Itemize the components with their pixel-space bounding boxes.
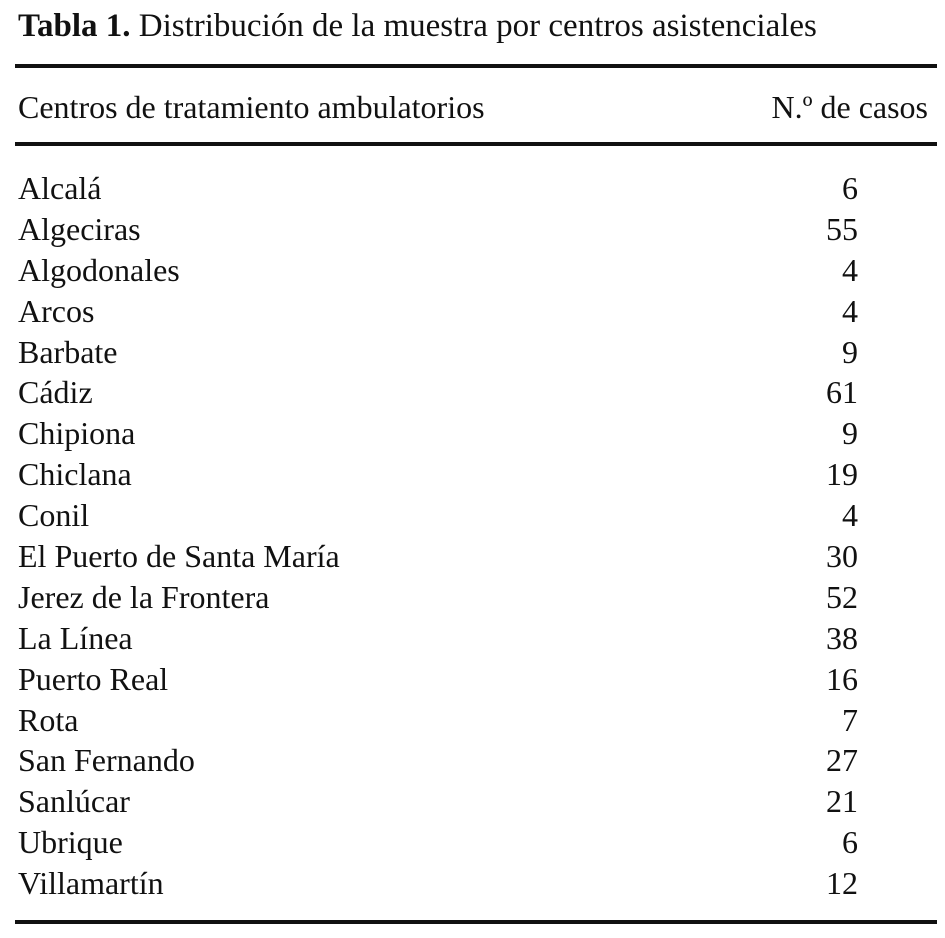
row-center-name: Chipiona xyxy=(18,415,136,452)
row-case-count: 27 xyxy=(826,742,858,779)
row-center-name: Cádiz xyxy=(18,374,93,411)
row-center-name: Arcos xyxy=(18,292,95,329)
row-center-name: Chiclana xyxy=(18,456,132,493)
row-case-count: 4 xyxy=(842,497,858,534)
row-case-count: 61 xyxy=(826,374,858,411)
table-row xyxy=(18,332,858,373)
row-case-count: 52 xyxy=(826,578,858,615)
row-center-name: Sanlúcar xyxy=(18,783,130,820)
header-cases: N.º de casos xyxy=(771,89,928,125)
table-row xyxy=(18,536,858,577)
table-row xyxy=(18,209,858,250)
table-bottom-rule xyxy=(15,920,937,924)
row-center-name: Villamartín xyxy=(18,865,164,902)
row-center-name: Jerez de la Frontera xyxy=(18,578,270,615)
row-case-count: 9 xyxy=(842,333,858,370)
row-center-name: Barbate xyxy=(18,333,118,370)
row-center-name: Puerto Real xyxy=(18,660,169,697)
row-center-name: Alcalá xyxy=(18,170,102,206)
row-case-count: 6 xyxy=(842,170,858,206)
table-row xyxy=(18,577,858,618)
table-row xyxy=(18,740,858,781)
row-case-count: 4 xyxy=(842,251,858,288)
row-case-count: 7 xyxy=(842,701,858,738)
table-row xyxy=(18,454,858,495)
table-row xyxy=(18,250,858,291)
row-center-name: Ubrique xyxy=(18,824,123,861)
row-center-name: Rota xyxy=(18,701,79,738)
row-case-count: 16 xyxy=(826,660,858,697)
table-top-rule xyxy=(15,64,937,68)
table-row xyxy=(18,168,858,209)
row-center-name: El Puerto de Santa María xyxy=(18,538,340,575)
row-case-count: 19 xyxy=(826,456,858,493)
table-row xyxy=(18,863,858,904)
table-row xyxy=(18,700,858,741)
table-row xyxy=(18,495,858,536)
row-center-name: San Fernando xyxy=(18,742,195,779)
table-row xyxy=(18,372,858,413)
table-row xyxy=(18,618,858,659)
table-header-rule xyxy=(15,142,937,146)
table-caption-label: Tabla 1. xyxy=(18,8,131,44)
row-case-count: 9 xyxy=(842,415,858,452)
table-row xyxy=(18,781,858,822)
header-centers: Centros de tratamiento ambulatorios xyxy=(18,89,485,125)
table-row xyxy=(18,413,858,454)
row-center-name: Algodonales xyxy=(18,251,180,288)
table-row xyxy=(18,822,858,863)
row-case-count: 6 xyxy=(842,824,858,861)
row-case-count: 30 xyxy=(826,538,858,575)
table-row xyxy=(18,291,858,332)
row-case-count: 55 xyxy=(826,210,858,247)
row-center-name: Conil xyxy=(18,497,90,534)
row-case-count: 12 xyxy=(826,865,858,902)
row-center-name: La Línea xyxy=(18,619,133,656)
table-header xyxy=(18,87,928,127)
row-case-count: 21 xyxy=(826,783,858,820)
row-center-name: Algeciras xyxy=(18,210,141,247)
table-body xyxy=(18,168,858,904)
row-case-count: 38 xyxy=(826,619,858,656)
table-caption-text: Distribución de la muestra por centros asistenciales xyxy=(138,8,817,44)
row-case-count: 4 xyxy=(842,292,858,329)
table-row xyxy=(18,659,858,700)
table-caption xyxy=(18,6,817,46)
